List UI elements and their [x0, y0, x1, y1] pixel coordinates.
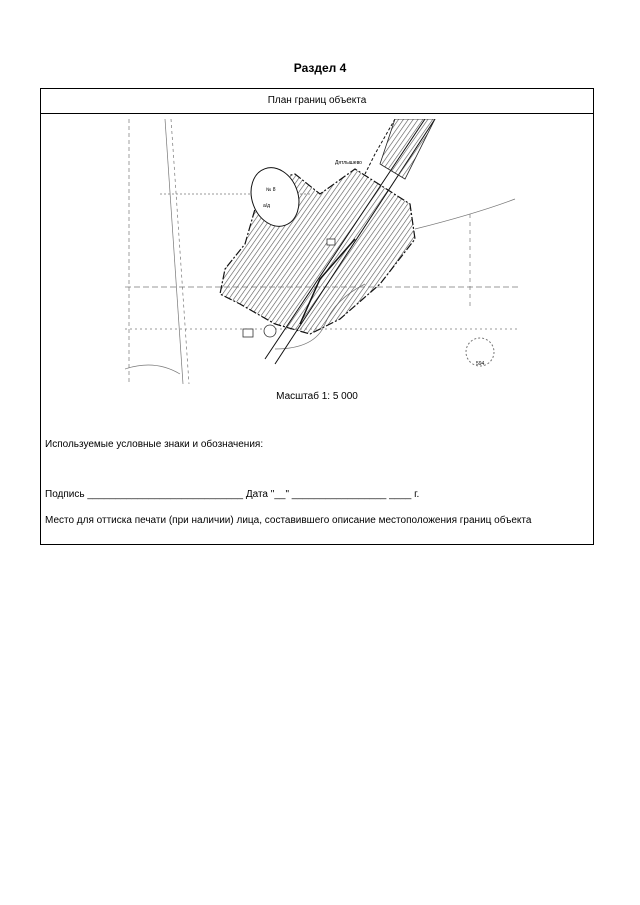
frame-header: План границ объекта — [41, 89, 593, 114]
boundary-map — [125, 119, 520, 384]
north-strip — [380, 119, 435, 179]
boundary-plan-frame — [40, 88, 594, 545]
road-label: а/д — [263, 203, 271, 209]
section-title: Раздел 4 — [293, 61, 347, 75]
block-label: № 8 — [266, 187, 276, 193]
station-label: 594 — [476, 361, 485, 367]
legend-caption: Используемые условные знаки и обозначения: — [45, 439, 264, 450]
signature-line: Подпись ____________________________ Дата "__" _________________ ____ г. — [45, 489, 420, 500]
map-scale: Масштаб 1: 5 000 — [276, 391, 358, 402]
stamp-note: Место для оттиска печати (при наличии) лица, составившего описание местоположения границ объекта — [45, 515, 532, 526]
village-label: Дятлышево — [335, 160, 362, 166]
